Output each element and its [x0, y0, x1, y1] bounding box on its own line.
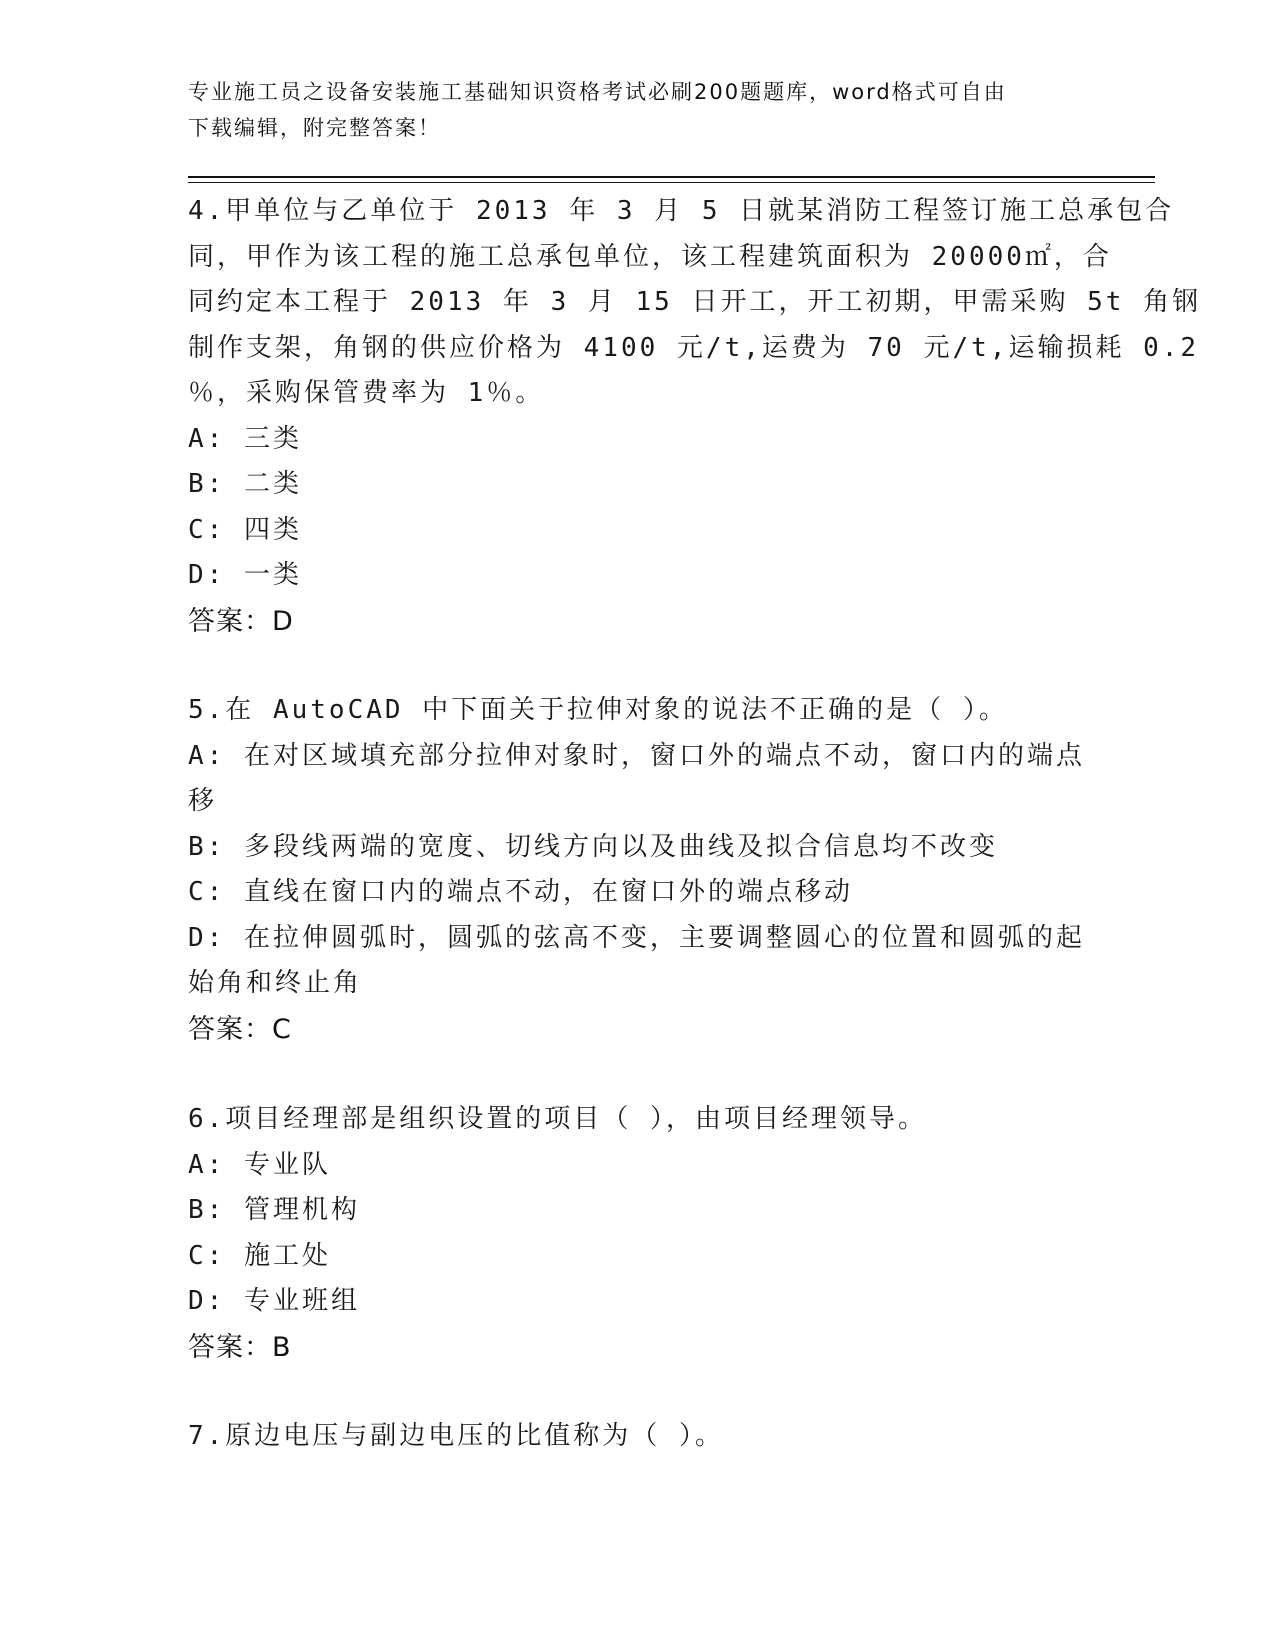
header-line-1: 专业施工员之设备安装施工基础知识资格考试必刷200题题库，word格式可自由 [188, 80, 1007, 104]
option-a: A: 在对区域填充部分拉伸对象时，窗口外的端点不动，窗口内的端点 [188, 740, 1085, 771]
document-header [188, 74, 1068, 146]
option-a: A: 专业队 [188, 1149, 331, 1180]
question-stem-line: 同，甲作为该工程的施工总承包单位，该工程建筑面积为 20000㎡，合 [188, 241, 1112, 272]
option-c: C: 施工处 [188, 1240, 331, 1271]
question-stem-line: 4.甲单位与乙单位于 2013 年 3 月 5 日就某消防工程签订施工总承包合 [188, 196, 1175, 226]
header-line-2: 下载编辑，附完整答案！ [188, 116, 441, 140]
option-c: C: 直线在窗口内的端点不动，在窗口外的端点移动 [188, 877, 853, 907]
option-a: A: 三类 [188, 423, 302, 454]
option-d: D: 在拉伸圆弧时，圆弧的弦高不变，主要调整圆心的位置和圆弧的起 [188, 922, 1085, 953]
question-stem-line: 同约定本工程于 2013 年 3 月 15 日开工，开工初期，甲需采购 5t 角钢 [188, 287, 1202, 317]
question-7 [188, 1414, 1088, 1460]
header-divider-thick [188, 176, 1155, 178]
question-4 [188, 189, 1202, 644]
header-divider-thin [188, 182, 1155, 183]
question-stem-line: 制作支架，角钢的供应价格为 4100 元/t,运费为 70 元/t,运输损耗 0.2 [188, 332, 1200, 363]
question-stem-line: 6.项目经理部是组织设置的项目（ ），由项目经理领导。 [188, 1104, 927, 1134]
option-b: B: 二类 [188, 469, 302, 499]
answer: 答案：B [188, 1331, 292, 1363]
option-d: D: 一类 [188, 560, 302, 590]
question-stem-line: 7.原边电压与副边电压的比值称为（ ）。 [188, 1421, 724, 1451]
option-d-continued: 始角和终止角 [188, 968, 363, 998]
option-c: C: 四类 [188, 514, 302, 545]
answer: 答案：D [188, 605, 294, 637]
question-5 [188, 688, 1088, 1052]
question-6 [188, 1097, 1088, 1370]
question-stem-line: 5.在 AutoCAD 中下面关于拉伸对象的说法不正确的是（ ）。 [188, 695, 1008, 725]
question-stem-line: ％，采购保管费率为 1％。 [188, 378, 545, 408]
option-b: B: 管理机构 [188, 1195, 360, 1225]
option-a-continued: 移 [188, 786, 218, 816]
answer: 答案：C [188, 1013, 292, 1045]
option-d: D: 专业班组 [188, 1286, 360, 1316]
option-b: B: 多段线两端的宽度、切线方向以及曲线及拟合信息均不改变 [188, 831, 998, 862]
